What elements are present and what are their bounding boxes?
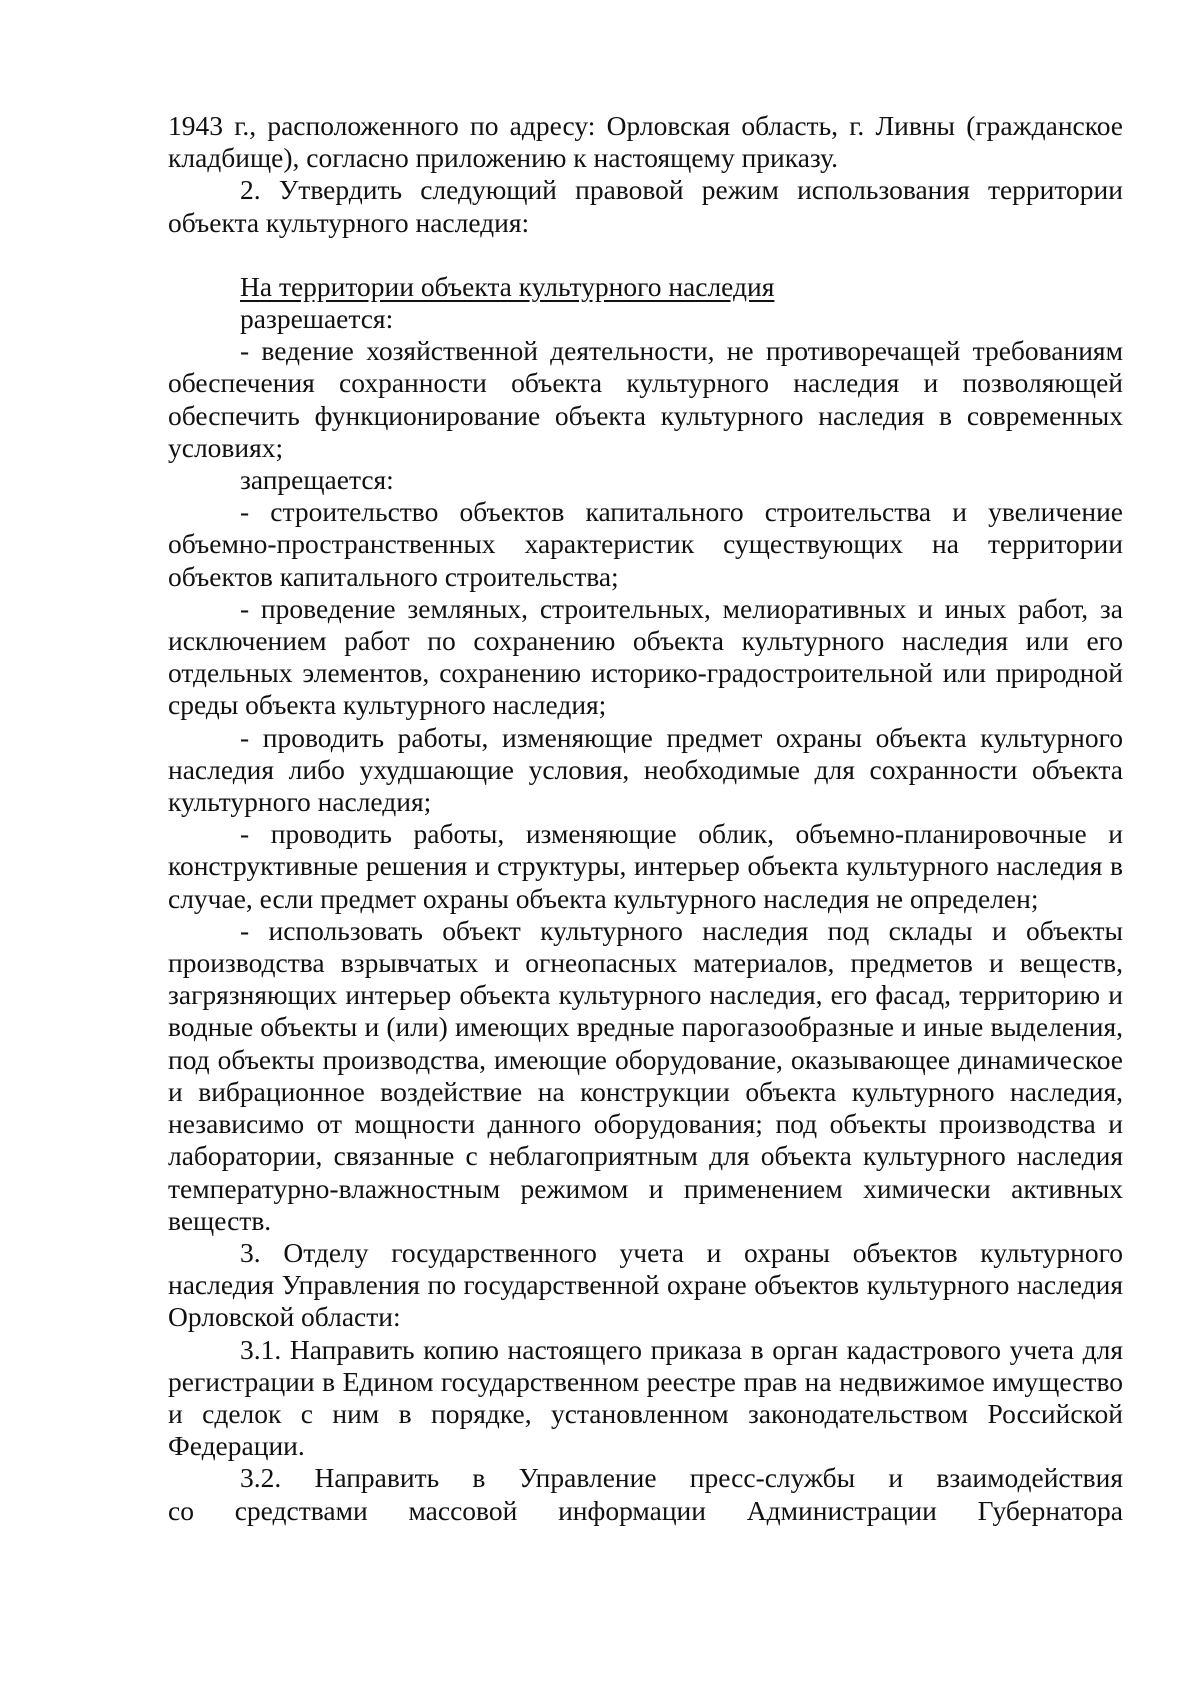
paragraph-3-2-line-1: 3.2. Направить в Управление пресс-службы и взаимодействия: [240, 1462, 1123, 1494]
prohibited-item-2: - проведение земляных, строительных, мелиоративных и иных работ, за исключением работ по сохранению объекта культурного наследия или его отдельных элементов, сохранению историко-градостроительной или природной среды объекта культурного наследия;: [168, 592, 1123, 721]
prohibited-label: запрещается:: [240, 464, 394, 496]
paragraph-3: 3. Отделу государственного учета и охраны объектов культурного наследия Управления по государственной охране объектов культурного наследия Орловской области:: [168, 1236, 1123, 1333]
document-body: [168, 110, 1123, 1527]
prohibited-item-1: - строительство объектов капитального строительства и увеличение объемно-пространственных характеристик существующих на территории объектов капитального строительства;: [168, 496, 1123, 592]
allowed-item-1: - ведение хозяйственной деятельности, не противоречащей требованиям обеспечения сохранности объекта культурного наследия и позволяющей обеспечить функционирование объекта культурного наследия в современных условиях;: [168, 335, 1123, 463]
allowed-label: разрешается:: [240, 303, 394, 335]
prohibited-item-5: - использовать объект культурного наследия под склады и объекты производства взрывчатых и огнеопасных материалов, предметов и веществ, загрязняющих интерьер объекта культурного наследия, его фасад, территорию и водные объекты и (или) имеющих вредные парогазообразные и иные выделения, под объекты производства, имеющие оборудование, оказывающее динамическое и вибрационное воздействие на конструкции объекта культурного наследия, независимо от мощности данного оборудования; под объекты производства и лаборатории, связанные с неблагоприятным для объекта культурного наследия температурно-влажностным режимом и применением химически активных веществ.: [168, 914, 1123, 1236]
paragraph-3-2-line-2: со средствами массовой информации Администрации Губернатора: [168, 1494, 1123, 1526]
section-heading: [168, 271, 1123, 303]
prohibited-item-3: - проводить работы, изменяющие предмет охраны объекта культурного наследия либо ухудшающие условия, необходимые для сохранности объекта культурного наследия;: [168, 721, 1123, 818]
paragraph-3-1: 3.1. Направить копию настоящего приказа в орган кадастрового учета для регистрации в Едином государственном реестре прав на недвижимое имущество и сделок с ним в порядке, установленном законодательством Российской Федерации.: [168, 1333, 1123, 1462]
intro-paragraph: 1943 г., расположенного по адресу: Орловская область, г. Ливны (гражданское кладбище), согласно приложению к настоящему приказу.: [168, 110, 1123, 174]
paragraph-2: 2. Утвердить следующий правовой режим использования территории объекта культурного наследия:: [168, 174, 1123, 238]
prohibited-item-4: - проводить работы, изменяющие облик, объемно-планировочные и конструктивные решения и структуры, интерьер объекта культурного наследия в случае, если предмет охраны объекта культурного наследия не определен;: [168, 818, 1123, 914]
spacer: [168, 239, 1123, 271]
section-heading-text: На территории объекта культурного наследия: [240, 270, 775, 302]
